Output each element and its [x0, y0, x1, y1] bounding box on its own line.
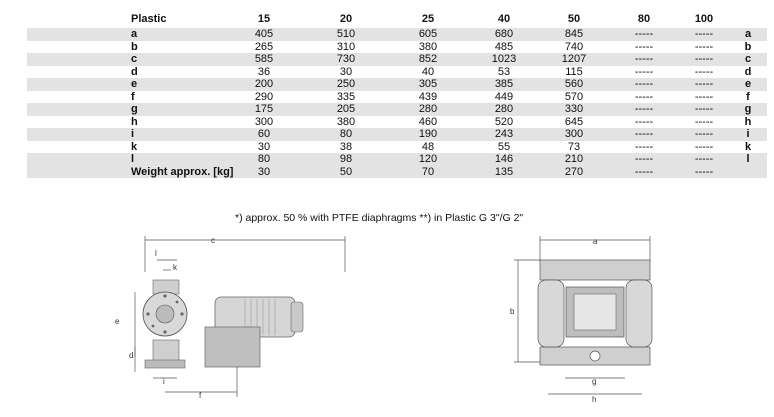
table-cell: 205: [305, 103, 387, 116]
table-row: [27, 53, 767, 66]
row-label-right: d: [744, 65, 752, 78]
weight-cell: 30: [223, 166, 305, 179]
dim-i-label: i: [163, 377, 165, 386]
table-cell: -----: [609, 128, 679, 141]
table-cell: -----: [609, 53, 679, 66]
weight-blank: [729, 166, 767, 179]
table-cell: -----: [609, 103, 679, 116]
weight-cell: 50: [305, 166, 387, 179]
table-cell: 330: [539, 103, 609, 116]
table-cell: 305: [387, 78, 469, 91]
row-label: k: [131, 140, 138, 153]
front-view-drawing: [500, 232, 700, 407]
row-label-right: i: [729, 128, 767, 141]
table-cell: 570: [564, 90, 584, 103]
row-label: e: [27, 78, 223, 91]
row-label: d: [131, 65, 138, 78]
table-cell: 439: [418, 90, 438, 103]
dim-a-label: a: [593, 237, 598, 246]
table-cell: 310: [336, 40, 356, 53]
table-cell: 146: [469, 153, 539, 166]
table-cell: 30: [257, 140, 271, 153]
table-row: [27, 128, 767, 141]
row-label-right: l: [729, 153, 767, 166]
table-cell: 585: [223, 53, 305, 66]
table-cell: 48: [421, 140, 435, 153]
row-label-right: h: [744, 115, 752, 128]
row-label: a: [27, 28, 223, 41]
side-view-drawing: [105, 232, 365, 407]
table-cell: 520: [494, 115, 514, 128]
table-row: [27, 103, 767, 116]
row-label-right: a: [729, 28, 767, 41]
table-cell: 1207: [539, 53, 609, 66]
table-cell: 190: [387, 128, 469, 141]
footnote: *) approx. 50 % with PTFE diaphragms **) in Plastic G 3"/G 2": [235, 212, 524, 224]
table-cell: -----: [609, 153, 679, 166]
header-material: Plastic: [131, 13, 167, 25]
table-cell: -----: [634, 115, 654, 128]
table-cell: -----: [694, 140, 714, 153]
table-cell: 38: [339, 140, 353, 153]
weight-cell: 135: [469, 166, 539, 179]
table-cell: 645: [564, 115, 584, 128]
row-label: i: [27, 128, 223, 141]
table-cell: 680: [469, 28, 539, 41]
table-cell: 115: [565, 65, 583, 78]
row-label: b: [131, 40, 138, 53]
table-cell: -----: [694, 90, 714, 103]
table-header-row: [27, 10, 767, 28]
table-cell: -----: [679, 153, 729, 166]
table-cell: 380: [418, 40, 438, 53]
dim-l-label: l: [155, 249, 157, 258]
table-cell: 55: [497, 140, 511, 153]
dim-g-label: g: [592, 377, 597, 386]
row-label-right: k: [744, 140, 752, 153]
table-row: [27, 78, 767, 91]
table-cell: 200: [223, 78, 305, 91]
table-cell: 80: [305, 128, 387, 141]
table-cell: 510: [305, 28, 387, 41]
table-cell: -----: [609, 28, 679, 41]
table-cell: 40: [421, 65, 435, 78]
table-cell: 380: [336, 115, 356, 128]
weight-row: [27, 166, 767, 179]
table-cell: 335: [336, 90, 356, 103]
header-size-20: 20: [339, 13, 353, 25]
table-cell: 852: [387, 53, 469, 66]
table-cell: 605: [387, 28, 469, 41]
table-cell: 290: [254, 90, 274, 103]
table-cell: -----: [634, 65, 654, 78]
table-cell: 98: [305, 153, 387, 166]
header-size-100: 100: [694, 13, 714, 25]
dim-d-label: d: [129, 351, 134, 360]
weight-cell: 70: [387, 166, 469, 179]
weight-cell: -----: [609, 166, 679, 179]
weight-cell: 270: [539, 166, 609, 179]
row-label-right: c: [729, 53, 767, 66]
table-cell: 300: [539, 128, 609, 141]
row-label: f: [131, 90, 135, 103]
table-cell: 280: [387, 103, 469, 116]
table-row: [27, 91, 767, 104]
table-cell: -----: [679, 128, 729, 141]
table-cell: 250: [305, 78, 387, 91]
dim-k-label: k: [173, 263, 177, 272]
dim-f-label: f: [199, 391, 202, 400]
table-cell: 210: [539, 153, 609, 166]
table-cell: 120: [387, 153, 469, 166]
table-cell: 243: [469, 128, 539, 141]
table-cell: 845: [539, 28, 609, 41]
table-cell: -----: [634, 90, 654, 103]
table-cell: 36: [257, 65, 271, 78]
table-cell: 300: [254, 115, 274, 128]
header-size-25: 25: [421, 13, 435, 25]
dim-c-label: c: [211, 236, 215, 245]
table-cell: 385: [469, 78, 539, 91]
table-cell: 1023: [469, 53, 539, 66]
table-cell: 485: [494, 40, 514, 53]
row-label-right: e: [729, 78, 767, 91]
table-cell: 280: [469, 103, 539, 116]
table-cell: 73: [567, 140, 581, 153]
table-cell: -----: [694, 115, 714, 128]
row-label: l: [27, 153, 223, 166]
table-cell: -----: [634, 40, 654, 53]
table-cell: -----: [679, 53, 729, 66]
table-cell: -----: [679, 103, 729, 116]
table-row: [27, 41, 767, 54]
table-row: [27, 66, 767, 79]
table-cell: 449: [494, 90, 514, 103]
row-label: c: [27, 53, 223, 66]
table-cell: 460: [418, 115, 438, 128]
table-row: [27, 28, 767, 41]
table-cell: 175: [223, 103, 305, 116]
table-cell: 265: [254, 40, 274, 53]
table-cell: 730: [305, 53, 387, 66]
dim-b-label: b: [510, 307, 515, 316]
table-cell: -----: [694, 40, 714, 53]
header-size-50: 50: [567, 13, 581, 25]
table-cell: -----: [679, 78, 729, 91]
header-size-40: 40: [497, 13, 511, 25]
row-label: g: [27, 103, 223, 116]
table-cell: -----: [679, 28, 729, 41]
table-body: [27, 28, 767, 178]
table-cell: 53: [497, 65, 511, 78]
table-row: [27, 141, 767, 154]
table-cell: -----: [694, 65, 714, 78]
row-label-right: g: [729, 103, 767, 116]
table-cell: -----: [634, 140, 654, 153]
table-cell: 740: [564, 40, 584, 53]
weight-label: Weight approx. [kg]: [27, 166, 223, 179]
table-cell: 560: [539, 78, 609, 91]
dimensions-table: [27, 10, 767, 178]
table-cell: 60: [223, 128, 305, 141]
header-size-80: 80: [637, 13, 651, 25]
table-row: [27, 153, 767, 166]
table-cell: 405: [223, 28, 305, 41]
weight-cell: -----: [679, 166, 729, 179]
table-cell: -----: [609, 78, 679, 91]
dim-e-label: e: [115, 317, 120, 326]
table-cell: 80: [223, 153, 305, 166]
row-label: h: [131, 115, 138, 128]
row-label-right: b: [744, 40, 752, 53]
table-row: [27, 116, 767, 129]
row-label-right: f: [746, 90, 750, 103]
header-blank: [729, 10, 767, 28]
table-cell: 30: [339, 65, 353, 78]
dim-h-label: h: [592, 395, 597, 404]
header-size-15: 15: [257, 13, 271, 25]
